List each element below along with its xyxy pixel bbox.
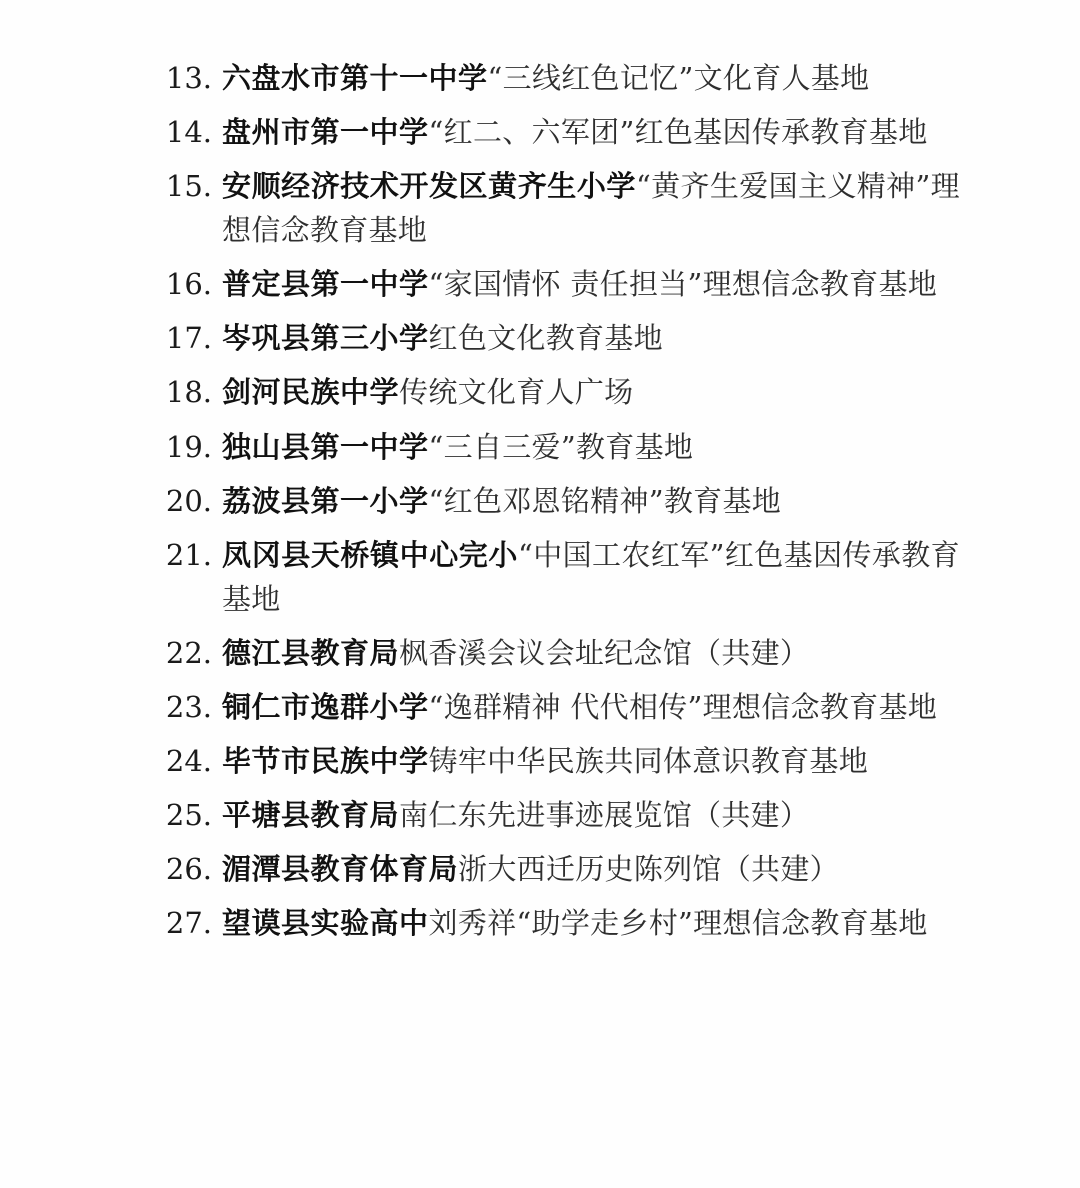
list-item-number: 13. — [165, 61, 212, 95]
list-item-number: 14. — [165, 115, 212, 150]
list-item-number: 15. — [165, 169, 212, 204]
list-item — [150, 262, 960, 306]
list-item — [150, 370, 960, 414]
list-item-text — [222, 56, 960, 100]
list-item — [150, 316, 960, 360]
base-name: “逸群精神 代代相传”理想信念教育基地 — [428, 689, 938, 724]
organization-name: 平塘县教育局 — [222, 798, 400, 833]
organization-name: 铜仁市逸群小学 — [222, 689, 429, 724]
organization-name: 六盘水市第十一中学 — [222, 61, 488, 95]
list-item-number: 26. — [165, 852, 212, 887]
list-item-text — [222, 425, 960, 469]
list-item-number: 25. — [165, 798, 212, 833]
list-item — [150, 631, 960, 675]
organization-name: 独山县第一中学 — [222, 429, 429, 464]
base-name: 南仁东先进事迹展览馆（共建） — [399, 798, 810, 833]
list-item-number: 22. — [165, 635, 212, 670]
list-item — [150, 164, 960, 252]
list-item — [150, 739, 960, 783]
base-name: “红色邓恩铭精神”教育基地 — [428, 483, 782, 518]
organization-name: 德江县教育局 — [222, 635, 400, 670]
list-item-number: 16. — [165, 267, 212, 302]
list-item-text — [222, 479, 960, 523]
base-name: “三线红色记忆”文化育人基地 — [487, 61, 870, 95]
list-item — [150, 425, 960, 469]
list-item-number: 24. — [165, 744, 212, 779]
list-item — [150, 685, 960, 729]
base-name: 传统文化育人广场 — [399, 375, 634, 410]
list-item-text — [222, 316, 960, 360]
list-item — [150, 110, 960, 154]
list-item-text — [222, 533, 960, 621]
base-name: “中国工农红军”红色基因传承教育基地 — [222, 537, 960, 616]
list-item-text — [222, 164, 960, 252]
list-item-text — [222, 631, 960, 675]
organization-name: 凤冈县天桥镇中心完小 — [222, 537, 519, 572]
list-item-text — [222, 685, 960, 729]
base-name: 刘秀祥“助学走乡村”理想信念教育基地 — [428, 906, 928, 941]
base-name: 铸牢中华民族共同体意识教育基地 — [428, 744, 869, 779]
base-name: “三自三爱”教育基地 — [428, 429, 694, 464]
list-item-number: 17. — [165, 321, 212, 356]
list-item-number: 23. — [165, 689, 212, 724]
list-item — [150, 56, 960, 100]
base-name: 红色文化教育基地 — [428, 321, 663, 356]
list-item-text — [222, 262, 960, 306]
list-item — [150, 847, 960, 891]
list-item-text — [222, 793, 960, 837]
list-item — [150, 793, 960, 837]
organization-name: 剑河民族中学 — [222, 375, 400, 410]
organization-name: 毕节市民族中学 — [222, 744, 429, 779]
list-item-number: 18. — [165, 375, 212, 410]
list-item-text — [222, 901, 960, 945]
organization-name: 望谟县实验高中 — [222, 906, 429, 941]
organization-name: 安顺经济技术开发区黄齐生小学 — [222, 169, 636, 204]
list-item-number: 21. — [165, 537, 212, 572]
list-item-number: 20. — [165, 483, 212, 518]
base-name: 枫香溪会议会址纪念馆（共建） — [399, 635, 810, 670]
organization-name: 盘州市第一中学 — [222, 115, 429, 150]
organization-name: 湄潭县教育体育局 — [222, 852, 459, 887]
list-item — [150, 479, 960, 523]
list-item-text — [222, 370, 960, 414]
list-item-text — [222, 110, 960, 154]
list-item-number: 27. — [165, 906, 212, 941]
organization-name: 普定县第一中学 — [222, 267, 429, 302]
base-name: “红二、六军团”红色基因传承教育基地 — [428, 115, 928, 150]
base-name: “黄齐生爱国主义精神”理想信念教育基地 — [222, 169, 960, 248]
numbered-list — [150, 56, 960, 945]
base-name: 浙大西迁历史陈列馆（共建） — [458, 852, 839, 887]
list-item — [150, 533, 960, 621]
base-name: “家国情怀 责任担当”理想信念教育基地 — [428, 267, 938, 302]
list-item-number: 19. — [165, 429, 212, 464]
organization-name: 荔波县第一小学 — [222, 483, 429, 518]
list-item — [150, 901, 960, 945]
list-item-text — [222, 847, 960, 891]
list-item-text — [222, 739, 960, 783]
organization-name: 岑巩县第三小学 — [222, 321, 429, 356]
